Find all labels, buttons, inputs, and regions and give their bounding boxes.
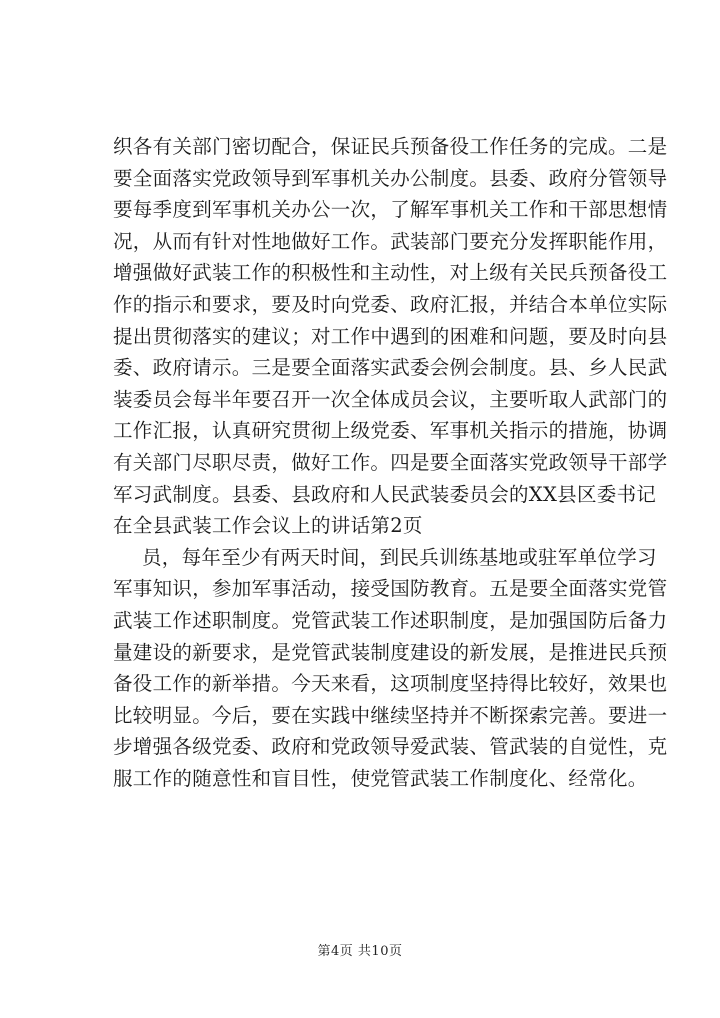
- text-line: 提出贯彻落实的建议；对工作中遇到的困难和问题，要及时向县: [113, 324, 668, 348]
- text-line: 量建设的新要求，是党管武装制度建设的新发展，是推进民兵预: [113, 640, 668, 664]
- text-line: 委、政府请示。三是要全面落实武委会例会制度。县、乡人民武: [113, 356, 668, 380]
- text-line: 要全面落实党政领导到军事机关办公制度。县委、政府分管领导: [113, 166, 668, 190]
- paragraph-1: [113, 131, 668, 542]
- text-line: 步增强各级党委、政府和党政领导爱武装、管武装的自觉性，克: [113, 735, 668, 759]
- paragraph-2: [113, 542, 668, 795]
- page-footer: [0, 940, 720, 959]
- text-line: 作的指示和要求，要及时向党委、政府汇报，并结合本单位实际: [113, 292, 668, 316]
- text-line: 比较明显。今后，要在实践中继续坚持并不断探索完善。要进一: [113, 703, 668, 727]
- text-line: 备役工作的新举措。今天来看，这项制度坚持得比较好，效果也: [113, 672, 668, 696]
- text-line: 要每季度到军事机关办公一次，了解军事机关工作和干部思想情: [113, 198, 668, 222]
- text-line: 在全县武装工作会议上的讲话第2页: [113, 514, 423, 538]
- text-line: 军习武制度。县委、县政府和人民武装委员会的XX县区委书记: [113, 482, 657, 506]
- text-line: 军事知识，参加军事活动，接受国防教育。五是要全面落实党管: [113, 577, 668, 601]
- document-body: [113, 131, 668, 794]
- text-line: 织各有关部门密切配合，保证民兵预备役工作任务的完成。二是: [113, 135, 668, 158]
- text-line: 员，每年至少有两天时间，到民兵训练基地或驻军单位学习: [142, 545, 657, 569]
- text-line: 有关部门尽职尽责，做好工作。四是要全面落实党政领导干部学: [113, 450, 668, 474]
- text-line: 况，从而有针对性地做好工作。武装部门要充分发挥职能作用，: [113, 229, 668, 253]
- page-number-label: 第4页 共10页: [317, 944, 403, 959]
- text-line: 服工作的随意性和盲目性，使党管武装工作制度化、经常化。: [113, 766, 648, 790]
- text-line: 工作汇报，认真研究贯彻上级党委、军事机关指示的措施，协调: [113, 419, 668, 443]
- text-line: 武装工作述职制度。党管武装工作述职制度，是加强国防后备力: [113, 608, 668, 632]
- text-line: 装委员会每半年要召开一次全体成员会议，主要听取人武部门的: [113, 387, 668, 411]
- text-line: 增强做好武装工作的积极性和主动性，对上级有关民兵预备役工: [113, 261, 668, 285]
